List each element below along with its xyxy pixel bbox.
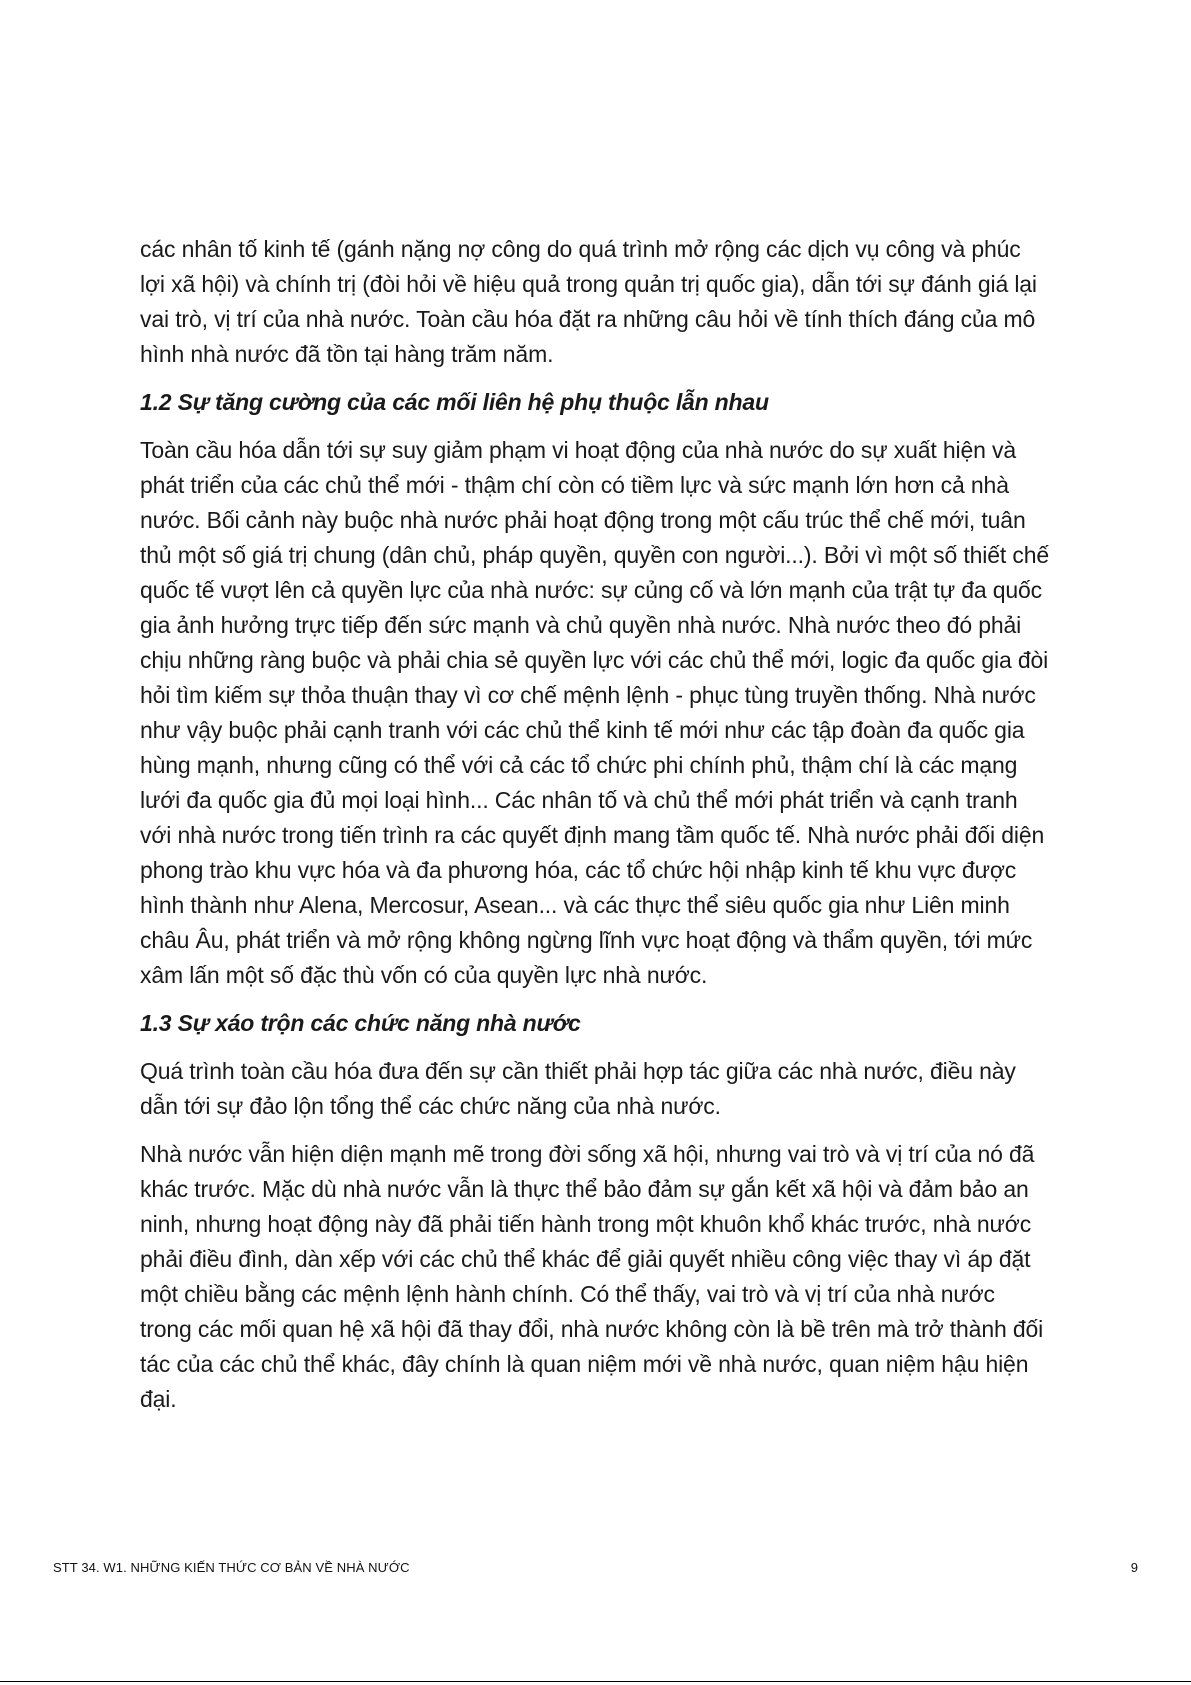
paragraph-cooperation: Quá trình toàn cầu hóa đưa đến sự cần thiết phải hợp tác giữa các nhà nước, điều này dẫn tới sự đảo lộn tổng thể các chức năng của nhà nước. bbox=[140, 1058, 1016, 1119]
section-heading-1-2: 1.2 Sự tăng cường của các mối liên hệ phụ thuộc lẫn nhau bbox=[140, 389, 769, 415]
paragraph-state-role: Nhà nước vẫn hiện diện mạnh mẽ trong đời sống xã hội, nhưng vai trò và vị trí của nó đã khác trước. Mặc dù nhà nước vẫn là thực thể bảo đảm sự gắn kết xã hội và đảm bảo an ninh, nhưng hoạt động này đã phải tiến hành trong một khuôn khổ khác trước, nhà nước phải điều đình, dàn xếp với các chủ thể khác để giải quyết nhiều công việc thay vì áp đặt một chiều bằng các mệnh lệnh hành chính. Có thể thấy, vai trò và vị trí của nhà nước trong các mối quan hệ xã hội đã thay đổi, nhà nước không còn là bề trên mà trở thành đối tác của các chủ thể khác, đây chính là quan niệm mới về nhà nước, quan niệm hậu hiện đại. bbox=[140, 1141, 1044, 1412]
bottom-divider bbox=[0, 1681, 1191, 1682]
paragraph-intro: các nhân tố kinh tế (gánh nặng nợ công do quá trình mở rộng các dịch vụ công và phúc lợi xã hội) và chính trị (đòi hỏi về hiệu quả trong quản trị quốc gia), dẫn tới sự đánh giá lại vai trò, vị trí của nhà nước. Toàn cầu hóa đặt ra những câu hỏi về tính thích đáng của mô hình nhà nước đã tồn tại hàng trăm năm. bbox=[140, 236, 1037, 367]
page-number: 9 bbox=[1130, 1560, 1138, 1575]
paragraph-interdependence: Toàn cầu hóa dẫn tới sự suy giảm phạm vi hoạt động của nhà nước do sự xuất hiện và phát triển của các chủ thể mới - thậm chí còn có tiềm lực và sức mạnh lớn hơn cả nhà nước. Bối cảnh này buộc nhà nước phải hoạt động trong một cấu trúc thể chế mới, tuân thủ một số giá trị chung (dân chủ, pháp quyền, quyền con người...). Bởi vì một số thiết chế quốc tế vượt lên cả quyền lực của nhà nước: sự củng cố và lớn mạnh của trật tự đa quốc gia ảnh hưởng trực tiếp đến sức mạnh và chủ quyền nhà nước. Nhà nước theo đó phải chịu những ràng buộc và phải chia sẻ quyền lực với các chủ thể mới, logic đa quốc gia đòi hỏi tìm kiếm sự thỏa thuận thay vì cơ chế mệnh lệnh - phục tùng truyền thống. Nhà nước như vậy buộc phải cạnh tranh với các chủ thể kinh tế mới như các tập đoàn đa quốc gia hùng mạnh, nhưng cũng có thể với cả các tổ chức phi chính phủ, thậm chí là các mạng lưới đa quốc gia đủ mọi loại hình... Các nhân tố và chủ thể mới phát triển và cạnh tranh với nhà nước trong tiến trình ra các quyết định mang tầm quốc tế. Nhà nước phải đối diện phong trào khu vực hóa và đa phương hóa, các tổ chức hội nhập kinh tế khu vực được hình thành như Alena, Mercosur, Asean... và các thực thể siêu quốc gia như Liên minh châu Âu, phát triển và mở rộng không ngừng lĩnh vực hoạt động và thẩm quyền, tới mức xâm lấn một số đặc thù vốn có của quyền lực nhà nước. bbox=[140, 437, 1049, 988]
page-body bbox=[140, 232, 1050, 1430]
footer-document-title: STT 34. W1. NHỮNG KIẾN THỨC CƠ BẢN VỀ NHÀ NƯỚC bbox=[53, 1560, 410, 1575]
page-footer bbox=[53, 1558, 1138, 1578]
section-heading-1-3: 1.3 Sự xáo trộn các chức năng nhà nước bbox=[140, 1010, 581, 1036]
